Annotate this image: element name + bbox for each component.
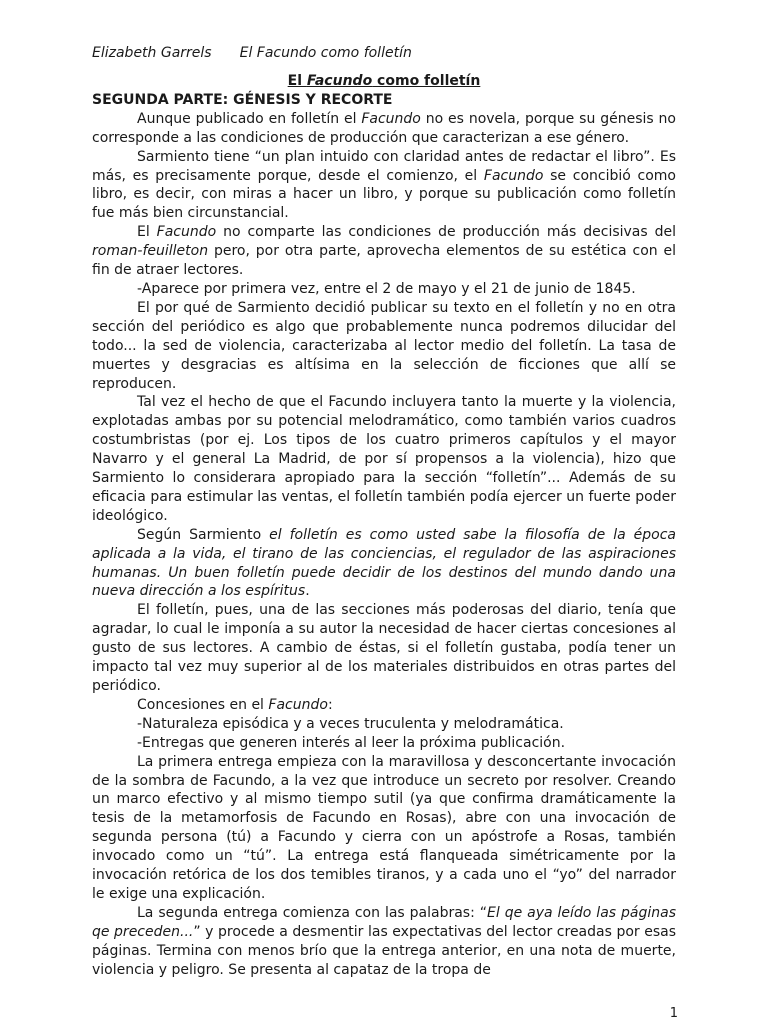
- paragraph-4: -Aparece por primera vez, entre el 2 de mayo y el 21 de junio de 1845.: [137, 280, 636, 297]
- paragraph-8: El folletín, pues, una de las secciones más poderosas del diario, tenía que agradar, lo cual le imponía a su autor la necesidad de hacer ciertas concesiones al gusto de sus lectores. A cambio de éstas, si el folletín gustaba, podía tener un impacto tal vez muy superior al de los materiales distribuidos en otras partes del periódico.: [92, 602, 676, 694]
- paragraph-6: Tal vez el hecho de que el Facundo incluyera tanto la muerte y la violencia, explotadas ambas por su potencial melodramático, como también varios cuadros costumbristas (por ej. Los tipos de los cuatro primeros capítulos y el mayor Navarro y el general La Madrid, de por sí propensos a la violencia), hizo que Sarmiento lo considerara apropiado para la sección “folletín”... Además de su eficacia para estimular las ventas, el folletín también podía ejercer un fuerte poder ideológico.: [92, 394, 676, 524]
- paragraph-3: El Facundo no comparte las condiciones de producción más decisivas del roman-feuilleton pero, por otra parte, aprovecha elementos de su estética con el fin de atraer lectores.: [92, 224, 676, 279]
- paragraph-11: -Entregas que generen interés al leer la próxima publicación.: [137, 734, 566, 751]
- paragraph-10: -Naturaleza episódica y a veces truculenta y melodramática.: [137, 715, 564, 732]
- paragraph-13: La segunda entrega comienza con las palabras: “El qe aya leído las páginas qe preceden...” y procede a desmentir las expectativas del lector creadas por esas páginas. Termina con menos brío que la entrega anterior, en una nota de muerte, violencia y peligro. Se presenta al capataz de la tropa de: [92, 904, 677, 978]
- paragraph-2: Sarmiento tiene “un plan intuido con claridad antes de redactar el libro”. Es más, es precisamente porque, desde el comienzo, el Facundo se concibió como libro, es decir, con miras a hacer un libro, y porque su publicación como folletín fue más bien circunstancial.: [92, 148, 676, 222]
- header-author: Elizabeth Garrels: [92, 45, 212, 61]
- page-title: El Facundo como folletín: [287, 73, 481, 89]
- paragraph-12: La primera entrega empieza con la maravillosa y desconcertante invocación de la sombra de Facundo, a la vez que introduce un secreto por resolver. Creando un marco efectivo y al mismo tiempo sutil (ya que confirma dramáticamente la tesis de la metamorfosis de Facundo en Rosas), abre con una invocación de segunda persona (tú) a Facundo y cierra con un apóstrofe a Rosas, también invocado como un “tú”. La entrega está flanqueada simétricamente por la invocación retórica de los dos temibles tiranos, y a cada uno el “yo” del narrador le exige una explicación.: [92, 753, 676, 902]
- paragraph-5: El por qué de Sarmiento decidió publicar su texto en el folletín y no en otra sección del periódico es algo que probablemente nunca podremos dilucidar del todo... la sed de violencia, caracterizaba al lector medio del folletín. La tasa de muertes y desgracias es altísima en la selección de ficciones que allí se reproducen.: [92, 299, 676, 392]
- running-header: [92, 45, 412, 61]
- paragraph-9: Concesiones en el Facundo:: [137, 696, 333, 713]
- page-number: 1: [669, 1006, 678, 1021]
- header-running-title: El Facundo como folletín: [239, 45, 412, 61]
- paragraph-1: Aunque publicado en folletín el Facundo no es novela, porque su génesis no corresponde a las condiciones de producción que caracterizan a ese género.: [92, 110, 676, 146]
- document-body: [92, 72, 676, 980]
- paragraph-7: Según Sarmiento el folletín es como usted sabe la filosofía de la época aplicada a la vida, el tirano de las conciencias, el regulador de las aspiraciones humanas. Un buen folletín puede decidir de los destinos del mundo dando una nueva dirección a los espíritus.: [92, 526, 676, 600]
- section-heading: SEGUNDA PARTE: GÉNESIS Y RECORTE: [92, 91, 393, 108]
